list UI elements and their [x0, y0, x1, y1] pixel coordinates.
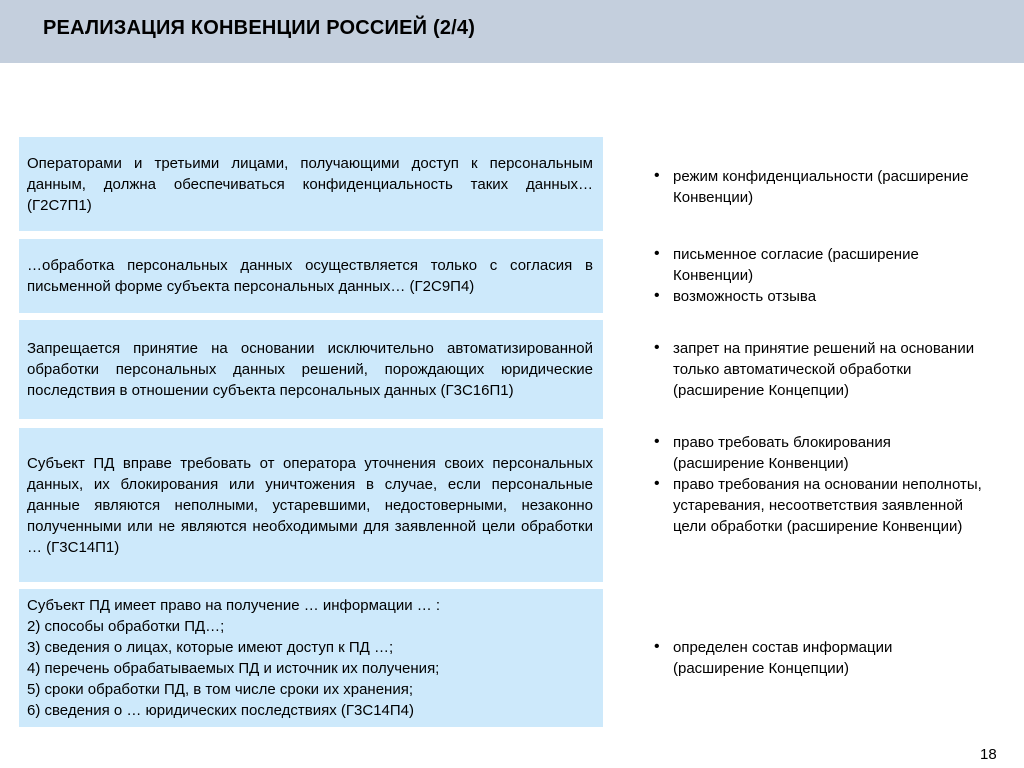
quote-box-1 [19, 137, 603, 231]
bullet-item: • возможность отзыва [654, 286, 984, 307]
quote-text-1: Операторами и третьими лицами, получающими доступ к персональным данным, должна обеспечиваться конфиденциальность таких данных… (Г2С7П1) [27, 154, 593, 214]
bullet-item: • запрет на принятие решений на основании только автоматической обработки (расширение Концепции) [654, 338, 984, 401]
info-line: 6) сведения о … юридических последствиях (Г3С14П4) [27, 702, 414, 719]
comment-list-1 [654, 166, 984, 208]
bullet-item: • письменное согласие (расширение Конвенции) [654, 244, 984, 286]
quote-text-2: …обработка персональных данных осуществляется только с согласия в письменной форме субъекта персональных данных… (Г2С9П4) [27, 257, 593, 295]
quote-box-4 [19, 428, 603, 582]
header-bar [0, 0, 1024, 63]
quote-text-5 [27, 595, 593, 721]
comment-list-2 [654, 244, 984, 307]
page-number: 18 [980, 746, 997, 763]
info-line: Субъект ПД имеет право на получение … информации … : [27, 597, 441, 614]
bullet-item: • режим конфиденциальности (расширение Конвенции) [654, 166, 984, 208]
quote-text-3: Запрещается принятие на основании исключительно автоматизированной обработки персональных данных решений, порождающих юридические последствия в отношении субъекта персональных данных (Г3С16П1) [27, 340, 593, 399]
bullet-item: • определен состав информации (расширение Концепции) [654, 637, 984, 679]
comment-list-4 [654, 432, 984, 537]
comment-list-5 [654, 637, 984, 679]
comment-list-3 [654, 338, 984, 401]
info-line: 2) способы обработки ПД…; [27, 618, 225, 635]
page-title: РЕАЛИЗАЦИЯ КОНВЕНЦИИ РОССИЕЙ (2/4) [43, 17, 476, 39]
quote-box-3 [19, 320, 603, 419]
quote-box-2 [19, 239, 603, 313]
info-line: 3) сведения о лицах, которые имеют доступ к ПД …; [27, 639, 394, 656]
bullet-item: • право требовать блокирования (расширение Конвенции) [654, 432, 984, 474]
quote-box-5 [19, 589, 603, 727]
bullet-item: • право требования на основании неполноты, устаревания, несоответствия заявленной цели обработки (расширение Конвенции) [654, 474, 984, 537]
quote-text-4: Субъект ПД вправе требовать от оператора уточнения своих персональных данных, их блокирования или уничтожения в случае, если персональные данные являются неполными, устаревшими, недостоверными, незаконно полученными или не являются необходимыми для заявленной цели обработки … (Г3С14П1) [27, 454, 593, 556]
info-line: 5) сроки обработки ПД, в том числе сроки их хранения; [27, 681, 413, 698]
info-line: 4) перечень обрабатываемых ПД и источник их получения; [27, 660, 440, 677]
